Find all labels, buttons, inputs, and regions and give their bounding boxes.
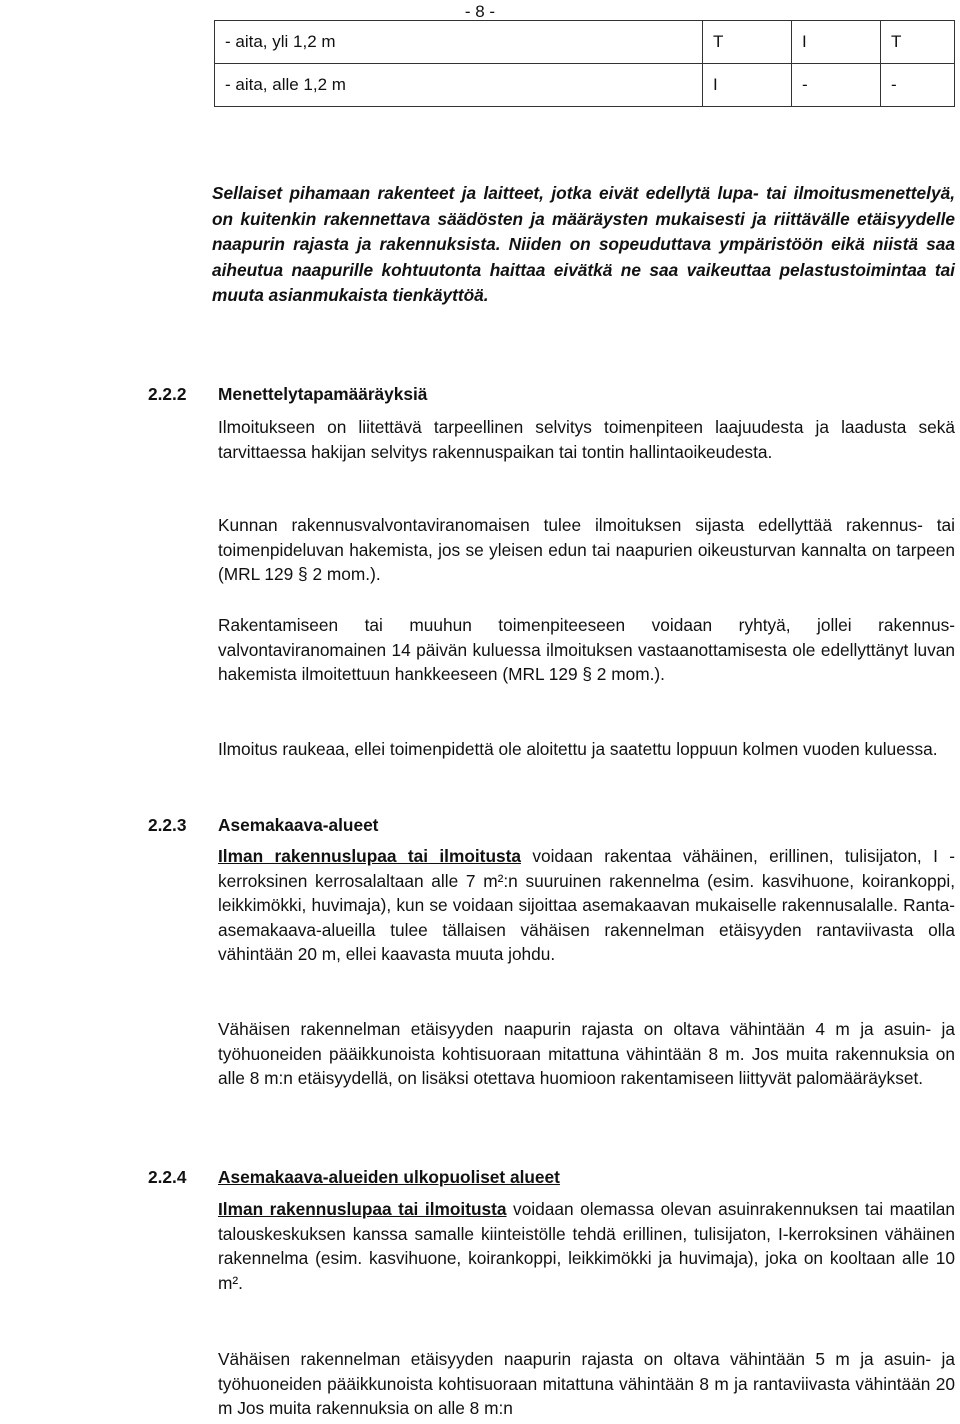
section-number: 2.2.2	[148, 384, 187, 404]
intro-paragraph: Sellaiset pihamaan rakenteet ja laitteet, jotka eivät edellytä lupa- tai ilmoitusmenettelyä, on kuitenkin rakennettava säädösten ja määräysten mukaisesti ja riittävälle etäisyydelle naapurin rajasta ja rakennuksista. Niiden on sopeuduttava ympäristöön eikä niistä saa aiheutua naapurille kohtuutonta haittaa eivätkä ne saa vaikeuttaa pelastustoimintaa tai muuta asianmukaista tienkäyttöä.	[212, 183, 955, 305]
table-cell: I	[703, 64, 792, 107]
table-row	[215, 21, 955, 64]
paragraph: Vähäisen rakennelman etäisyyden naapurin rajasta on oltava vähintään 4 m ja asuin- ja työhuoneiden pääikkunoista kohtisuoraan mitattuna vähintään 8 m. Jos muita rakennuksia on alle 8 m:n etäisyydellä, on lisäksi otettava huomioon rakentamiseen liittyvät palomääräykset.	[218, 1019, 955, 1089]
emphasis-lead: Ilman rakennuslupaa tai ilmoitusta	[218, 1199, 507, 1219]
page-number: - 8 -	[464, 2, 496, 21]
section-number: 2.2.4	[148, 1167, 187, 1187]
fence-permit-table	[214, 20, 955, 107]
table-cell: T	[703, 21, 792, 64]
paragraph-text: voidaan rakentaa vähäinen, erillinen, tulisijaton, I -kerroksinen kerrosalaltaan alle 7 m²:n suuruinen rakennelma (esim. kasvihuone, koirankoppi, leikkimökki, huvimaja), kun se voidaan sijoittaa asemakaavan mukaiselle rakennusalalle. Ranta-asemakaava-alueilla tulee tällaisen vähäisen rakennelman etäisyyden rantaviivasta olla vähintään 20 m, ellei kaavasta muuta johdu.	[218, 846, 956, 965]
paragraph	[218, 844, 955, 967]
paragraph: Ilmoitus raukeaa, ellei toimenpidettä ole aloitettu ja saatettu loppuun kolmen vuoden kuluessa.	[218, 739, 938, 759]
paragraph-text: voidaan olemassa olevan asuinrakennuksen tai maatilan talouskeskuksen kanssa samalle kiinteistölle tehdä erillinen, tulisijaton, I-kerroksinen vähäinen rakennelma (esim. kasvihuone, koirankoppi, leikkimökki ja huvimaja), joka on kooltaan alle 10 m².	[218, 1199, 955, 1293]
table-cell: -	[792, 64, 881, 107]
table-cell: T	[881, 21, 955, 64]
paragraph: Rakentamiseen tai muuhun toimenpiteeseen voidaan ryhtyä, jollei rakennus-valvontaviranomainen 14 päivän kuluessa ilmoituksen vastaanottamisesta ole edellyttänyt luvan hakemista ilmoitettuun hankkeeseen (MRL 129 § 2 mom.).	[218, 615, 955, 685]
paragraph: Vähäisen rakennelman etäisyyden naapurin rajasta on oltava vähintään 5 m ja asuin- ja työhuoneiden pääikkunoista kohtisuoraan mitattuna vähintään 8 m ja rantaviivasta vähintään 20 m Jos muita rakennuksia on alle 8 m:n	[218, 1349, 955, 1419]
table-cell: -	[881, 64, 955, 107]
paragraph: Kunnan rakennusvalvontaviranomaisen tulee ilmoituksen sijasta edellyttää rakennus- tai toimenpideluvan hakemista, jos se yleisen edun tai naapurien oikeusturvan kannalta on tarpeen (MRL 129 § 2 mom.).	[218, 515, 955, 585]
paragraph	[218, 1197, 955, 1295]
table-row	[215, 64, 955, 107]
table-cell-label: - aita, alle 1,2 m	[215, 64, 703, 107]
section-title: Menettelytapamääräyksiä	[218, 384, 428, 404]
section-title: Asemakaava-alueet	[218, 815, 379, 835]
section-number: 2.2.3	[148, 815, 187, 835]
table-cell: I	[792, 21, 881, 64]
section-title: Asemakaava-alueiden ulkopuoliset alueet	[218, 1167, 560, 1187]
emphasis-lead: Ilman rakennuslupaa tai ilmoitusta	[218, 846, 521, 866]
table-cell-label: - aita, yli 1,2 m	[215, 21, 703, 64]
paragraph: Ilmoitukseen on liitettävä tarpeellinen selvitys toimenpiteen laajuudesta ja laadusta sekä tarvittaessa hakijan selvitys rakennuspaikan tai tontin hallintaoikeudesta.	[218, 417, 955, 462]
